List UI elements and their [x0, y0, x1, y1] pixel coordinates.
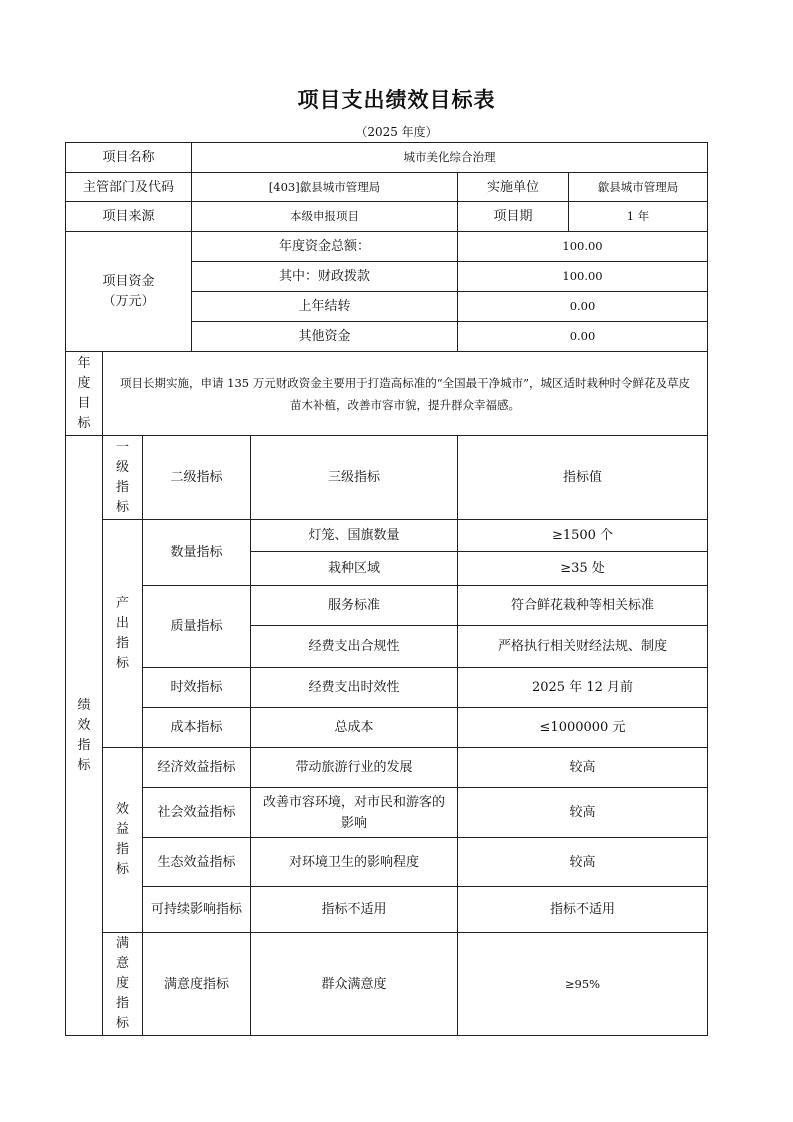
satisfaction-item-name: 群众满意度 — [321, 976, 387, 992]
funds-label — [66, 232, 191, 351]
funds-other-value: 0.00 — [569, 329, 596, 343]
sustainable-impact-name: 指标不适用 — [321, 902, 387, 917]
label-char: 出 — [115, 615, 129, 631]
label-char: 指 — [115, 635, 129, 651]
sustainable-impact-value: 指标不适用 — [549, 902, 615, 917]
ecological-benefit-label: 生态效益指标 — [157, 854, 236, 870]
social-benefit-name: 改善市容环境，对市民和游客的影响 — [262, 794, 445, 831]
level2-header: 二级指标 — [170, 470, 223, 485]
fiscal-year: （2025 年度） — [355, 125, 438, 139]
quantity-item-name: 栽种区域 — [327, 561, 380, 576]
quantity-indicator-label: 数量指标 — [170, 545, 223, 560]
performance-indicators-label — [66, 436, 102, 1035]
timeliness-indicator-label: 时效指标 — [170, 680, 223, 695]
label-char: 效 — [115, 802, 129, 817]
timeliness-item-value: 2025 年 12 月前 — [531, 680, 634, 695]
level3-header: 三级指标 — [327, 470, 380, 485]
label-char: 指 — [115, 842, 129, 857]
quality-item-name: 经费支出合规性 — [308, 639, 400, 654]
quality-item-value: 符合鲜花栽种等相关标准 — [510, 598, 654, 613]
label-char: 指 — [77, 737, 91, 753]
dept-label: 主管部门及代码 — [82, 179, 174, 195]
label-char: 指 — [115, 996, 129, 1011]
label-char: 产 — [115, 595, 129, 611]
label-char: 满 — [115, 936, 129, 951]
quality-item-name: 服务标准 — [327, 598, 380, 613]
funds-carryover-value: 0.00 — [569, 299, 596, 313]
label-char: 一 — [115, 439, 129, 455]
social-benefit-label: 社会效益指标 — [157, 805, 236, 820]
label-char: 意 — [115, 956, 129, 971]
cost-indicator-label: 成本指标 — [170, 720, 223, 735]
benefit-indicators-label — [103, 748, 142, 932]
funds-label-line2: （万元） — [102, 293, 155, 309]
timeliness-item-name: 经费支出时效性 — [308, 680, 400, 695]
ecological-benefit-value: 较高 — [569, 854, 596, 870]
annual-goal-label — [66, 352, 102, 435]
label-char: 标 — [115, 862, 129, 877]
label-char: 指 — [115, 479, 129, 495]
label-char: 绩 — [77, 697, 91, 713]
funds-fiscal-label: 其中：财政拨款 — [278, 269, 370, 284]
label-char: 目 — [77, 395, 91, 411]
satisfaction-item-value: ≥95% — [564, 976, 601, 991]
source-label: 项目来源 — [102, 209, 155, 224]
label-char: 效 — [77, 717, 91, 733]
label-char: 益 — [115, 822, 129, 837]
impl-unit-label: 实施单位 — [486, 179, 539, 195]
quantity-item-value: ≥35 处 — [560, 561, 605, 576]
source-value: 本级申报项目 — [290, 209, 359, 223]
output-indicators-label — [103, 520, 142, 747]
label-char: 度 — [115, 976, 129, 991]
quality-item-value: 严格执行相关财经法规、制度 — [497, 639, 667, 654]
funds-fiscal-value: 100.00 — [562, 269, 603, 283]
label-char: 标 — [77, 757, 91, 773]
label-char: 年 — [77, 355, 91, 371]
label-char: 标 — [115, 1016, 129, 1031]
funds-other-label: 其他资金 — [298, 329, 351, 344]
quality-indicator-label: 质量指标 — [170, 619, 223, 634]
economic-benefit-name: 带动旅游行业的发展 — [295, 760, 413, 775]
economic-benefit-label: 经济效益指标 — [157, 760, 236, 775]
table-border-bottom — [65, 1035, 708, 1036]
economic-benefit-value: 较高 — [569, 760, 596, 775]
page-title: 项目支出绩效目标表 — [297, 88, 496, 112]
cost-item-value: ≤1000000 元 — [539, 720, 626, 735]
funds-label-line1: 项目资金 — [102, 273, 155, 289]
period-label: 项目期 — [493, 209, 533, 224]
funds-total-value: 100.00 — [562, 239, 603, 253]
funds-total-label: 年度资金总额： — [278, 239, 370, 254]
label-char: 度 — [77, 375, 91, 391]
label-char: 标 — [115, 499, 129, 515]
project-name-label: 项目名称 — [102, 150, 155, 165]
quantity-item-name: 灯笼、国旗数量 — [308, 528, 400, 543]
funds-carryover-label: 上年结转 — [298, 299, 351, 314]
dept-value: [403]歙县城市管理局 — [268, 179, 381, 194]
label-char: 标 — [77, 415, 91, 431]
satisfaction-indicator-label: 满意度指标 — [163, 976, 229, 992]
quantity-item-value: ≥1500 个 — [551, 528, 614, 543]
level1-header — [103, 436, 142, 519]
social-benefit-value: 较高 — [569, 805, 596, 820]
project-name-value: 城市美化综合治理 — [403, 150, 496, 164]
label-char: 标 — [115, 655, 129, 671]
value-header: 指标值 — [562, 470, 602, 485]
satisfaction-indicators-label — [103, 933, 142, 1035]
cost-item-name: 总成本 — [334, 720, 374, 735]
sustainable-impact-label: 可持续影响指标 — [150, 902, 242, 917]
ecological-benefit-name: 对环境卫生的影响程度 — [288, 854, 419, 870]
annual-goal-text: 项目长期实施，申请 135 万元财政资金主要用于打造高标准的“全国最干净城市”，城区适时栽种时令鲜花及草皮苗木补植，改善市容市貌，提升群众幸福感。 — [119, 375, 690, 412]
impl-unit-value: 歙县城市管理局 — [597, 179, 679, 194]
period-value: 1 年 — [626, 209, 650, 223]
table-border-right — [707, 142, 708, 1036]
label-char: 级 — [115, 459, 129, 475]
